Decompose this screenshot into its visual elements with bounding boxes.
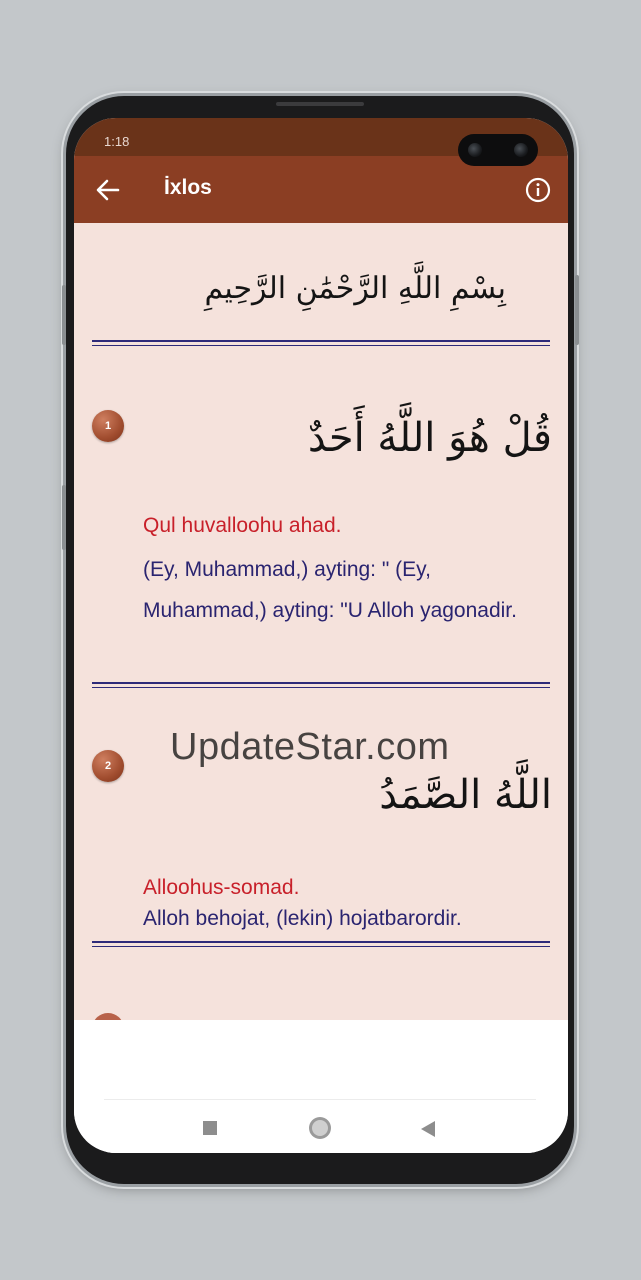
surah-content[interactable] <box>74 223 568 1020</box>
verse-transliteration: Qul huvalloohu ahad. <box>143 514 342 537</box>
system-navigation-bar <box>74 1020 568 1153</box>
front-camera-lens-icon <box>514 143 528 157</box>
back-triangle-icon[interactable] <box>420 1120 436 1138</box>
power-button <box>575 275 579 345</box>
earpiece-speaker <box>276 102 364 106</box>
bixby-button <box>62 485 66 550</box>
divider <box>92 941 550 947</box>
verse-arabic-text: قُلْ هُوَ اللَّهُ أَحَدٌ <box>307 415 552 461</box>
verse-translation: (Ey, Muhammad,) ayting: " (Ey, Muhammad,) ayting: "U Alloh yagonadir. <box>143 558 517 622</box>
app-bar <box>74 156 568 223</box>
verse-arabic-text: اللَّهُ الصَّمَدُ <box>379 772 552 818</box>
phone-screen <box>74 118 568 1153</box>
verse-number-badge-partial <box>92 1013 124 1020</box>
verse-translation: Alloh behojat, (lekin) hojatbarordir. <box>143 907 462 930</box>
home-circle-icon[interactable] <box>309 1117 331 1139</box>
navbar-divider <box>104 1099 536 1100</box>
info-circle-icon[interactable] <box>524 176 552 204</box>
verse-number-badge: 1 <box>92 410 124 442</box>
divider <box>92 340 550 346</box>
volume-button <box>62 285 66 345</box>
bismillah-text: بِسْمِ اللَّهِ الرَّحْمَٰنِ الرَّحِيمِ <box>204 271 506 306</box>
status-time: 1:18 <box>104 134 130 149</box>
recents-square-icon[interactable] <box>203 1121 217 1135</box>
verse-number-badge: 2 <box>92 750 124 782</box>
front-camera-lens-icon <box>468 143 482 157</box>
verse-transliteration: Alloohus-somad. <box>143 876 300 899</box>
arrow-left-icon[interactable] <box>94 176 122 204</box>
page-title: İxlos <box>164 176 212 199</box>
camera-cutout <box>458 134 538 166</box>
divider <box>92 682 550 688</box>
watermark-text: UpdateStar.com <box>170 726 450 768</box>
